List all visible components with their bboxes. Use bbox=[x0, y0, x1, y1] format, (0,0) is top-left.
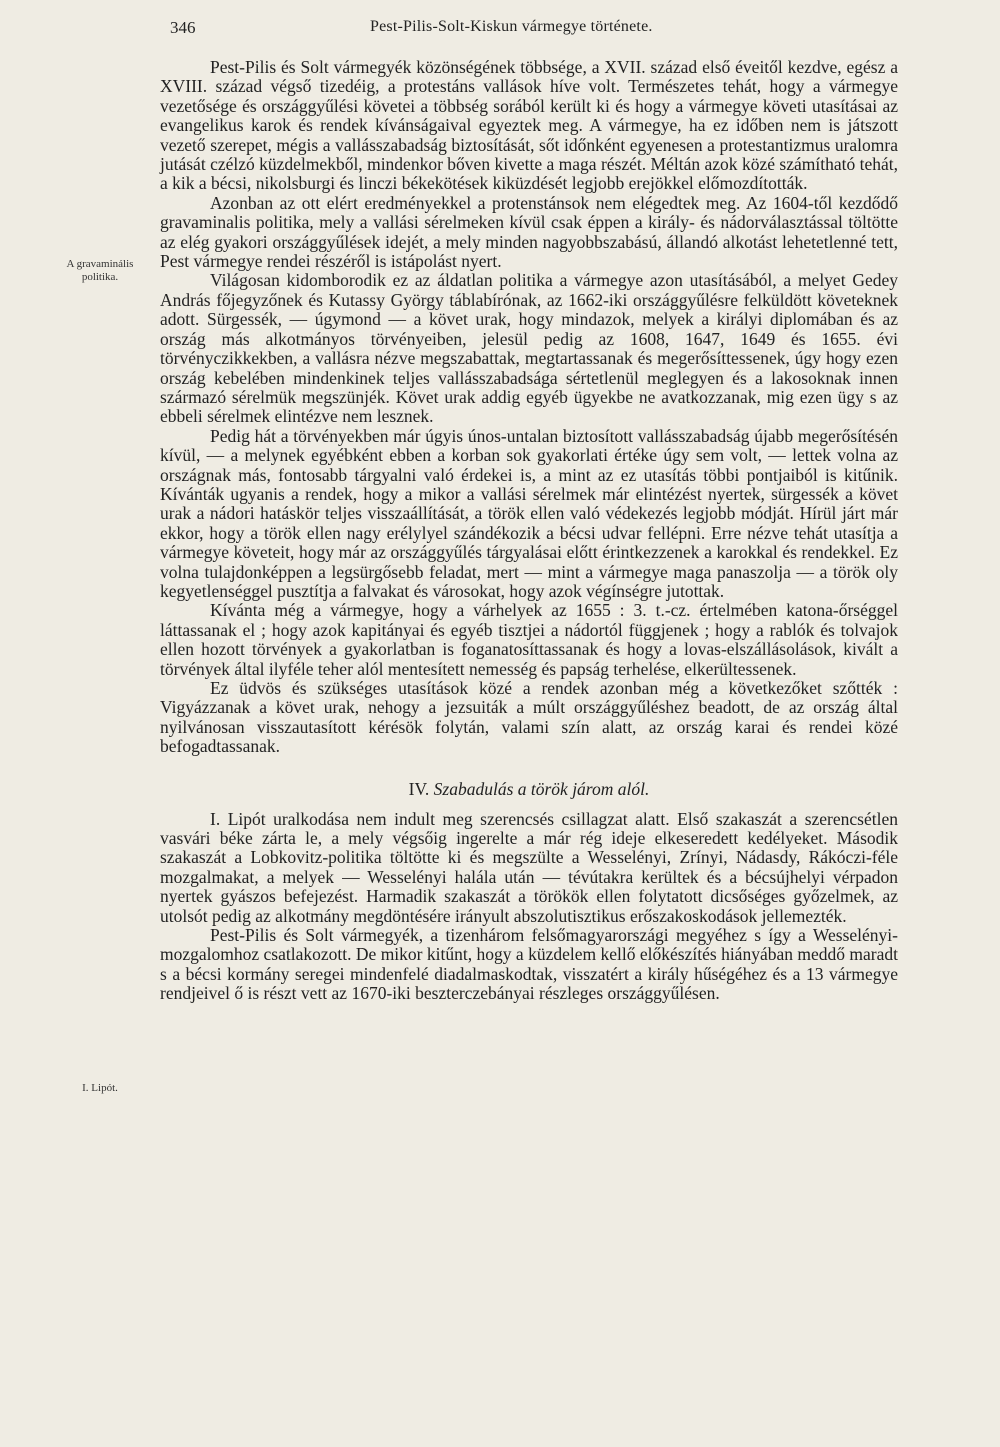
paragraph: Világosan kidomborodik ez az áldatlan politika a vármegye azon utasításából, a melyet Gedey András főjegyzőnek és Kutassy György táblabírónak, az 1662-iki országgyűlésre felküldött követeknek adott. Sürgessék, — úgymond — a követ urak, hogy mindazok, melyek a királyi diplomában és az ország más alkotmányos törvényeiben, jelesül pedig az 1608, 1647, 1649 és 1655. évi törvényczikkekben, a vallásra nézve megszabattak, megtartassanak és megerősíttessenek, úgy hogy ezen ország kebelében mindenkinek teljes vallásszabadsága sértetlenül meglegyen és a lakosoknak innen származó sérelmük megszünjék. Követ urak addig egyéb ügyekbe ne avatkozzanak, mig ezen ügy s az ebbeli sérelmek elintézve nem lesznek. bbox=[160, 270, 898, 427]
margin-note-lipot: I. Lipót. bbox=[82, 1082, 118, 1094]
page-header bbox=[160, 18, 900, 42]
paragraph: Azonban az ott elért eredményekkel a protenstánsok nem elégedtek meg. Az 1604-től kezdődő gravaminalis politika, mely a vallási sérelmeken kívül csak éppen a király- és nádorválasztással töltötte az elég gyakori országgyűlések idejét, a mely minden nagyobbszabású, állandó alkotást lehetetlenné tett, Pest vármegye rendei részéről is istápolást nyert. bbox=[160, 192, 898, 272]
page-number: 346 bbox=[170, 18, 196, 37]
paragraph: I. Lipót uralkodása nem indult meg szerencsés csillagzat alatt. Első szakaszát a szerencsétlen vasvári béke zárta le, a mely végsőig ingerelte a már rég ideje elkeseredett kedélyeket. Második szakaszát a Lobkovitz-politika töltötte ki és megszülte a Wesselényi, Zrínyi, Nádasdy, Rákóczi-féle mozgalmakat, a melyek — Wesselényi halála után — tévútakra kerültek és a bécsújhelyi vérpadon nyertek gyászos befejezést. Harmadik szakaszát a törökök ellen folytatott dicsőséges győzelmek, az utolsót pedig az alkotmány megdöntésére irányult abszolutisztikus erőszakoskodások jellemezték. bbox=[160, 808, 898, 926]
margin-note-gravaminalis: A gravaminális politika. bbox=[66, 258, 134, 283]
running-head: Pest-Pilis-Solt-Kiskun vármegye története. bbox=[370, 18, 653, 35]
body-text bbox=[160, 58, 898, 1004]
section-heading bbox=[160, 779, 898, 800]
section-number: IV. bbox=[408, 778, 430, 799]
paragraph: Pedig hát a törvényekben már úgyis únos-untalan biztosított vallásszabadság újabb megerősítésén kívül, — a melynek egyébként ebben a korban sok gyakorlati értéke úgy sem volt, — lettek volna az országnak más, fontosabb tárgyalni való érdekei is, a mint az ez utasítás többi pontjaiból is kitűnik. Kívánták ugyanis a rendek, hogy a mikor a vallási sérelmek már elintézést nyertek, sürgessék a követ urak a nádori hatáskör teljes visszaállítását, a török ellen való védekezés legjobb módját. Hírül járt már ekkor, hogy a török ellen nagy erélylyel szándékozik a bécsi udvar fellépni. Erre nézve tehát utasítja a vármegye követeit, hogy már az országgyűlés tárgyalásai előtt érintkezzenek a karokkal és rendekkel. Ez volna tulajdonképpen a legsürgősebb feladat, mert — mint a vármegye maga panaszolja — a török oly kegyetlenséggel pusztítja a falvakat és városokat, hogy azok végínségre jutottak. bbox=[160, 425, 898, 601]
paragraph: Pest-Pilis és Solt vármegyék közönségének többsége, a XVII. század első éveitől kezdve, egész a XVIII. század végső tizedéig, a protestáns vallások híve volt. Természetes tehát, hogy a vármegye vezetősége és országgyűlési követei a többség sorából került ki és hogy a vármegye követi utasításai az evangelikus karok és rendek kívánságaival egyeztek meg. A vármegye, ha ez időben nem is játszott vezető szerepet, mégis a vallásszabadság biztosítását, sőt időnként egyenesen a protestantizmus uralomra jutását czélzó küzdelmekből, mindenkor bőven kivette a maga részét. Méltán azok közé számítható tehát, a kik a bécsi, nikolsburgi és linczi békekötések kiküzdését legjobb erejökkel előmozdították. bbox=[160, 57, 898, 194]
section-title: Szabadulás a török járom alól. bbox=[433, 778, 650, 799]
paragraph: Pest-Pilis és Solt vármegyék, a tizenhárom felsőmagyarországi megyéhez s így a Wesselényi-mozgalomhoz csatlakozott. De mikor kitűnt, hogy a küzdelem kellő előkészítés hiányában meddő maradt s a bécsi kormány seregei mindenfelé diadalmaskodtak, visszatért a király hűségéhez és a 13 vármegye rendjeivel ő is részt vett az 1670-iki beszterczebányai részleges országgyűlésen. bbox=[160, 925, 898, 1004]
paragraph: Kívánta még a vármegye, hogy a várhelyek az 1655 : 3. t.-cz. értelmében katona-őrséggel láttassanak el ; hogy azok kapitányai és egyéb tisztjei a nádortól függjenek ; hogy a rablók és tolvajok ellen hozott törvények a gyakorlatban is foganatosíttassanak és hogy a lovas-elszállásolások, kivált a törvények által ilyféle teher alól mentesített nemesség és papság terhelése, elkerültessenek. bbox=[160, 600, 898, 679]
paragraph: Ez üdvös és szükséges utasítások közé a rendek azonban még a következőket szőtték : Vigyázzanak a követ urak, nehogy a jezsuiták a múlt országgyűléshez beadott, de az ország által nyilvánosan visszautasított kérésök folytán, valami szín alatt, az ország karai és rendei közé befogadtassanak. bbox=[160, 678, 898, 757]
